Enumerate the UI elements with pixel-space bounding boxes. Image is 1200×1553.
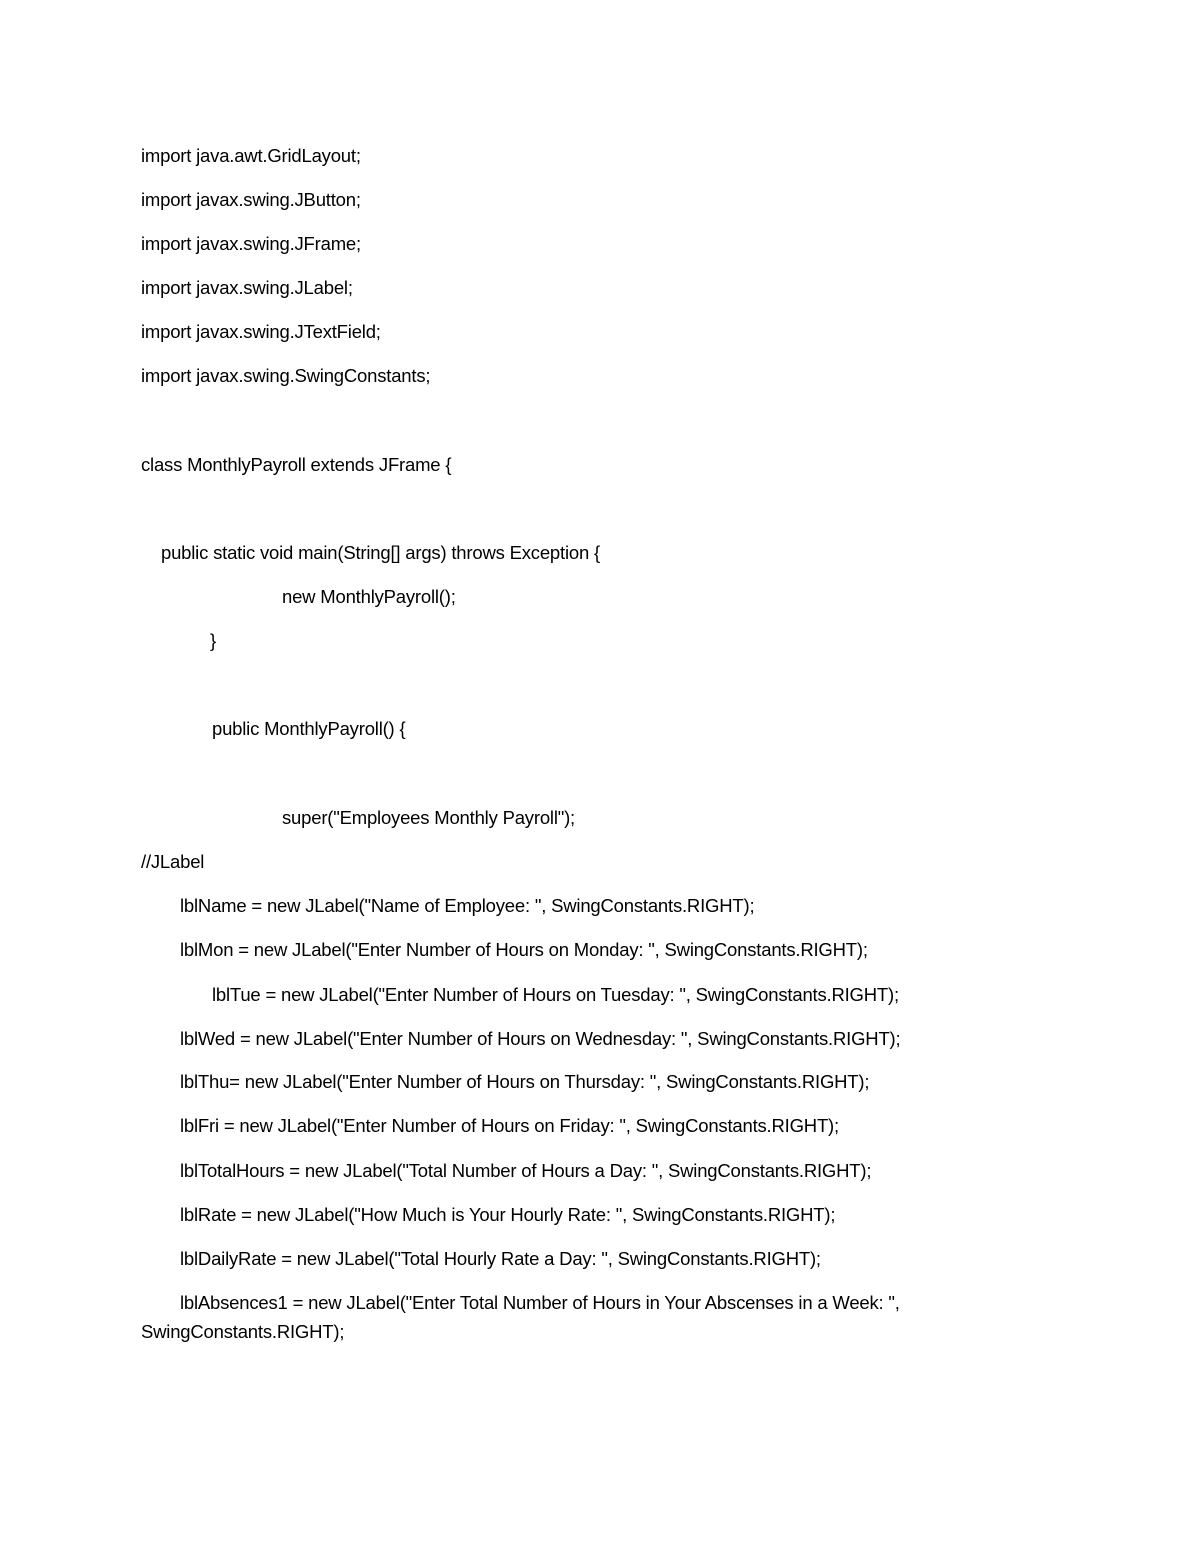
code-line-import-jlabel: import javax.swing.JLabel; (141, 277, 353, 298)
code-line-new-instance: new MonthlyPayroll(); (282, 586, 456, 607)
code-line-class-declaration: class MonthlyPayroll extends JFrame { (141, 454, 452, 475)
code-line-import-swingconstants: import javax.swing.SwingConstants; (141, 365, 431, 386)
code-line-lbltue: lblTue = new JLabel("Enter Number of Hours on Tuesday: ", SwingConstants.RIGHT); (212, 984, 899, 1005)
code-line-constructor: public MonthlyPayroll() { (212, 718, 406, 739)
code-line-lblabsences1-continued: SwingConstants.RIGHT); (141, 1321, 345, 1342)
code-line-lbltotalhours: lblTotalHours = new JLabel("Total Number of Hours a Day: ", SwingConstants.RIGHT); (180, 1160, 872, 1181)
code-line-lblabsences1: lblAbsences1 = new JLabel("Enter Total Number of Hours in Your Abscenses in a Week: ", (180, 1292, 900, 1313)
code-line-lblrate: lblRate = new JLabel("How Much is Your Hourly Rate: ", SwingConstants.RIGHT); (180, 1204, 836, 1225)
code-line-lblthu: lblThu= new JLabel("Enter Number of Hours on Thursday: ", SwingConstants.RIGHT); (180, 1071, 870, 1092)
code-line-lblfri: lblFri = new JLabel("Enter Number of Hours on Friday: ", SwingConstants.RIGHT); (180, 1115, 839, 1136)
code-line-lblname: lblName = new JLabel("Name of Employee: ", SwingConstants.RIGHT); (180, 895, 755, 916)
code-line-lblwed: lblWed = new JLabel("Enter Number of Hours on Wednesday: ", SwingConstants.RIGHT); (180, 1028, 901, 1049)
code-line-import-jtextfield: import javax.swing.JTextField; (141, 321, 381, 342)
code-line-super-call: super("Employees Monthly Payroll"); (282, 807, 575, 828)
code-line-lblmon: lblMon = new JLabel("Enter Number of Hours on Monday: ", SwingConstants.RIGHT); (180, 939, 868, 960)
code-line-close-brace: } (210, 630, 216, 651)
code-line-main-method: public static void main(String[] args) throws Exception { (161, 542, 600, 563)
code-line-import-jbutton: import javax.swing.JButton; (141, 189, 361, 210)
code-line-lbldailyrate: lblDailyRate = new JLabel("Total Hourly Rate a Day: ", SwingConstants.RIGHT); (180, 1248, 821, 1269)
code-line-import-gridlayout: import java.awt.GridLayout; (141, 145, 361, 166)
code-line-import-jframe: import javax.swing.JFrame; (141, 233, 361, 254)
code-line-jlabel-comment: //JLabel (141, 851, 205, 872)
